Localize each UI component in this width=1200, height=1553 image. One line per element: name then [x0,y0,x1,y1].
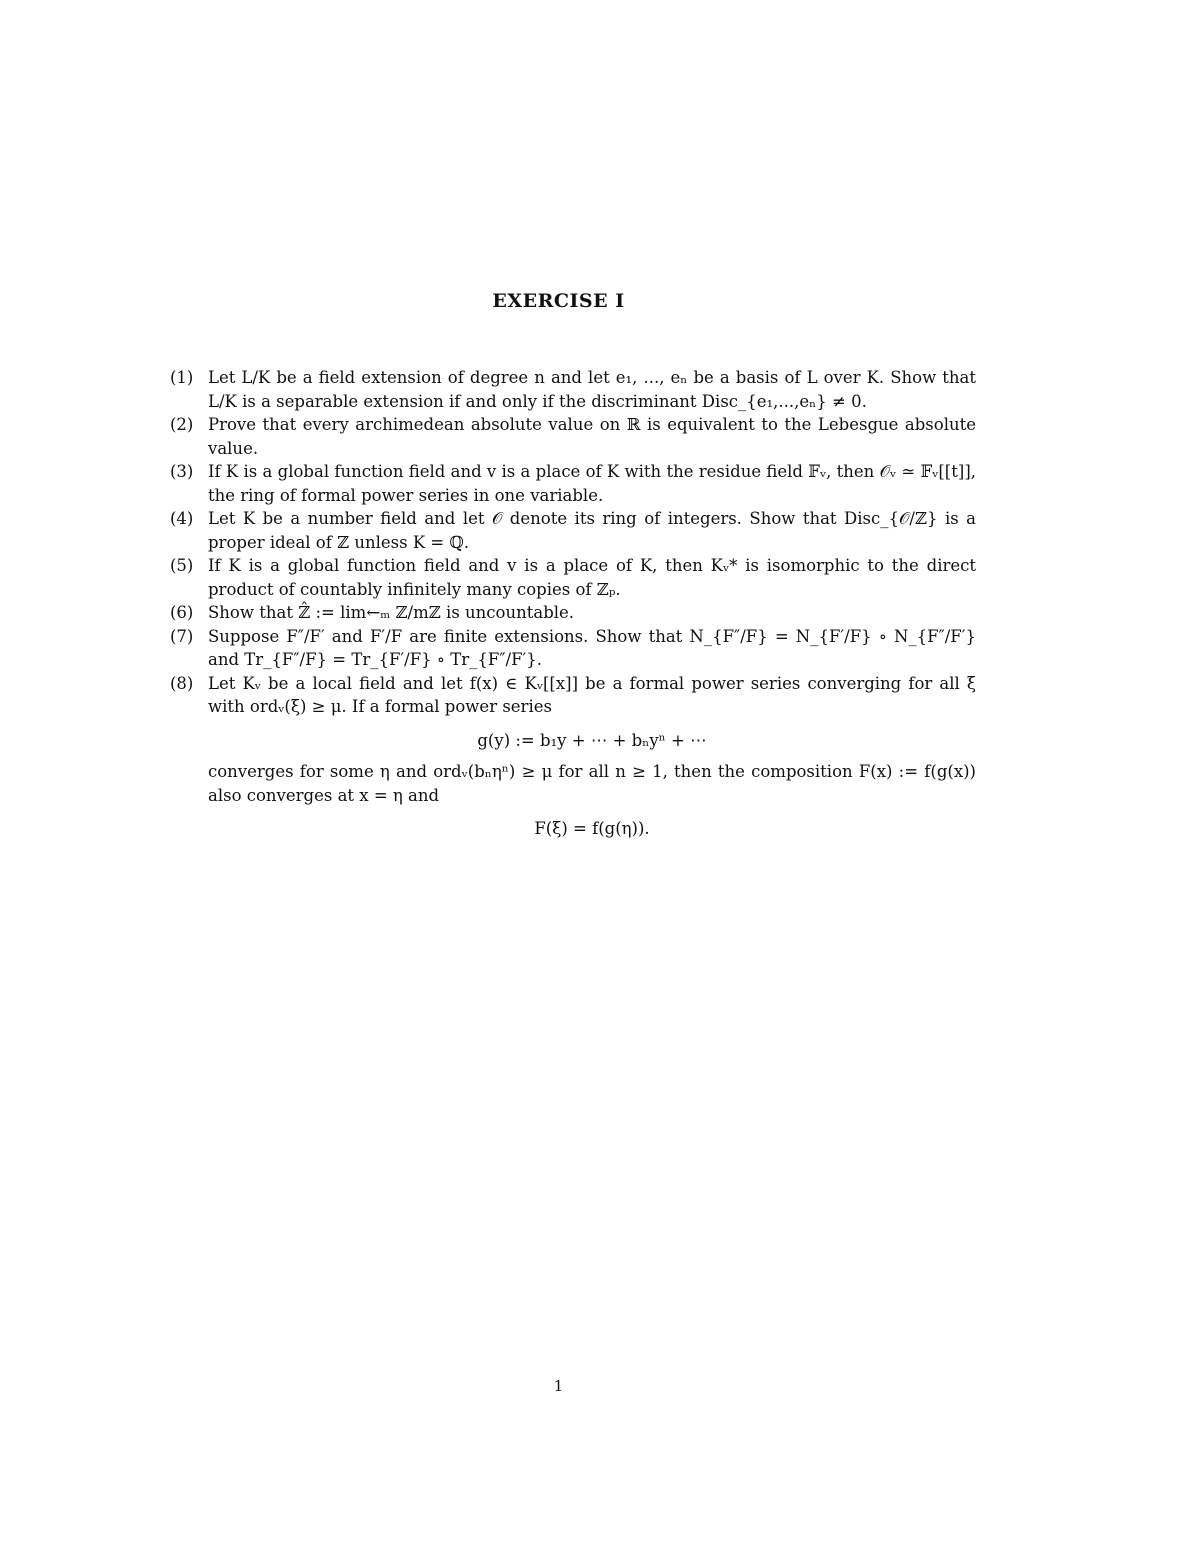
display-equation: g(y) := b₁y + ⋯ + bₙyⁿ + ⋯ [477,730,707,750]
item-number: (1) [170,368,194,387]
page-number: 1 [553,1377,564,1395]
item-number: (8) [170,673,194,693]
display-equation: F(ξ) = f(g(η)). [534,819,650,838]
item-text: Show that ℤ̂ := lim←ₘ ℤ/mℤ is uncountable. [208,603,575,622]
item-text: Let K be a number field and let 𝒪 denote its ring of integers. Show that Disc_{𝒪/ℤ} is a proper ideal of ℤ unless K = ℚ. [208,509,976,552]
item-number: (6) [170,603,194,622]
exercise-item [170,460,976,507]
exercise-item [170,366,976,413]
page-title: EXERCISE I [492,290,625,312]
item-text: If K is a global function field and v is a place of K, then Kᵥ* is isomorphic to the direct product of countably infinitely many copies of ℤₚ. [208,556,976,599]
item-body [208,672,976,849]
item-number: (7) [170,626,194,646]
item-number: (5) [170,556,194,575]
exercise-item [170,507,976,554]
exercise-item [170,625,976,672]
exercise-item [170,601,976,625]
exercise-item [170,554,976,601]
item-number: (3) [170,462,194,481]
exercise-list [170,366,976,849]
item-number: (2) [170,415,194,434]
item-text: If K is a global function field and v is a place of K with the residue field 𝔽ᵥ, then 𝒪ᵥ ≃ 𝔽ᵥ[[t]], the ring of formal power series in one variable. [208,462,976,505]
item-text: Let Kᵥ be a local field and let f(x) ∈ Kᵥ[[x]] be a formal power series converging for all ξ with ordᵥ(ξ) ≥ μ. If a formal power series [208,673,976,716]
exercise-item [170,413,976,460]
item-text: Let L/K be a field extension of degree n and let e₁, ..., eₙ be a basis of L over K. Show that L/K is a separable extension if and only if the discriminant Disc_{e₁,...,eₙ} ≠ 0. [208,368,976,411]
item-text: Suppose F″/F′ and F′/F are finite extensions. Show that N_{F″/F} = N_{F′/F} ∘ N_{F″/F′} and Tr_{F″/F} = Tr_{F′/F} ∘ Tr_{F″/F′}. [208,626,976,669]
item-text: converges for some η and ordᵥ(bₙηⁿ) ≥ μ for all n ≥ 1, then the composition F(x) := f(g(x)) also converges at x = η and [208,762,976,805]
item-number: (4) [170,509,194,528]
exercise-item [170,672,976,849]
item-text: Prove that every archimedean absolute value on ℝ is equivalent to the Lebesgue absolute value. [208,415,976,458]
